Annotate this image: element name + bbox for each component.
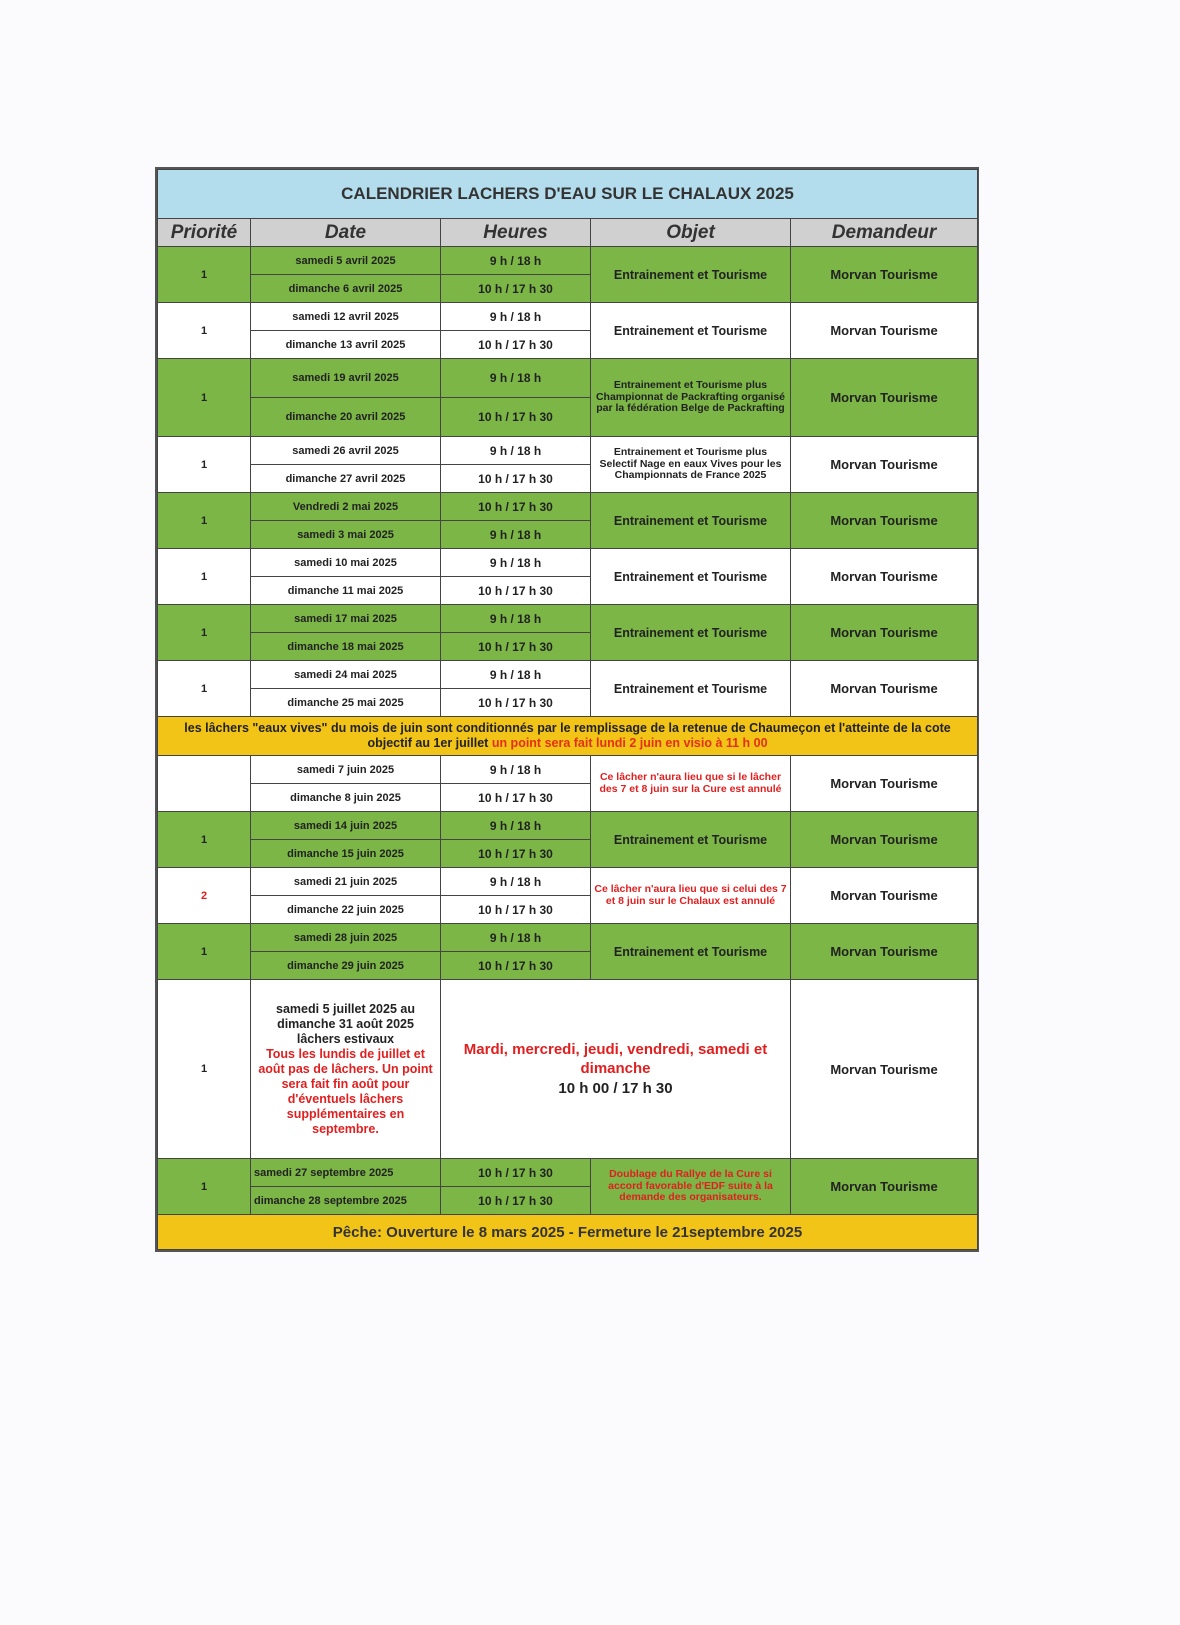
demandeur-cell: Morvan Tourisme xyxy=(791,437,978,493)
title-row xyxy=(158,170,978,219)
demandeur-cell: Morvan Tourisme xyxy=(791,924,978,980)
summer-date-line: lâchers estivaux xyxy=(296,1031,395,1046)
hours-cell: 10 h / 17 h 30 xyxy=(441,493,591,521)
objet-cell: Entrainement et Tourisme xyxy=(591,303,791,359)
demandeur-cell: Morvan Tourisme xyxy=(791,303,978,359)
june-note-red: un point sera fait lundi 2 juin en visio à 11 h 00 xyxy=(491,736,768,750)
summer-date-cell xyxy=(251,980,441,1159)
hours-cell: 10 h / 17 h 30 xyxy=(441,398,591,437)
hours-cell: 9 h / 18 h xyxy=(441,605,591,633)
objet-cell: Entrainement et Tourisme plus Selectif Nage en eaux Vives pour les Championnats de France 2025 xyxy=(591,437,791,493)
summer-date-line: samedi 5 juillet 2025 au xyxy=(276,1001,415,1016)
table-row xyxy=(158,924,978,952)
table-row xyxy=(158,868,978,896)
priority-cell: 1 xyxy=(158,437,251,493)
hours-cell: 9 h / 18 h xyxy=(441,812,591,840)
priority-cell: 1 xyxy=(158,1159,251,1215)
objet-cell: Entrainement et Tourisme xyxy=(591,924,791,980)
objet-cell: Entrainement et Tourisme xyxy=(591,493,791,549)
hours-cell: 9 h / 18 h xyxy=(441,303,591,331)
date-cell: dimanche 11 mai 2025 xyxy=(251,577,441,605)
date-cell: samedi 19 avril 2025 xyxy=(251,359,441,398)
summer-row xyxy=(158,980,978,1159)
summer-date-line: dimanche 31 août 2025 xyxy=(277,1016,414,1031)
demandeur-cell: Morvan Tourisme xyxy=(791,493,978,549)
date-cell: dimanche 29 juin 2025 xyxy=(251,952,441,980)
header-priorite: Priorité xyxy=(158,219,251,247)
priority-cell: 1 xyxy=(158,661,251,717)
date-cell: dimanche 15 juin 2025 xyxy=(251,840,441,868)
table-row xyxy=(158,359,978,398)
objet-cell: Entrainement et Tourisme xyxy=(591,247,791,303)
header-date: Date xyxy=(251,219,441,247)
hours-cell: 9 h / 18 h xyxy=(441,868,591,896)
priority-cell: 1 xyxy=(158,359,251,437)
june-note xyxy=(158,717,978,756)
demandeur-cell: Morvan Tourisme xyxy=(791,359,978,437)
calendar-sheet xyxy=(155,167,979,1252)
date-cell: dimanche 27 avril 2025 xyxy=(251,465,441,493)
priority-cell: 1 xyxy=(158,549,251,605)
priority-cell: 1 xyxy=(158,924,251,980)
priority-cell: 1 xyxy=(158,247,251,303)
hours-cell: 9 h / 18 h xyxy=(441,521,591,549)
date-cell: samedi 7 juin 2025 xyxy=(251,756,441,784)
hours-cell: 9 h / 18 h xyxy=(441,437,591,465)
hours-cell: 9 h / 18 h xyxy=(441,756,591,784)
objet-cell: Ce lâcher n'aura lieu que si celui des 7 et 8 juin sur le Chalaux est annulé xyxy=(591,868,791,924)
table-row xyxy=(158,303,978,331)
date-cell: samedi 17 mai 2025 xyxy=(251,605,441,633)
date-cell: dimanche 25 mai 2025 xyxy=(251,689,441,717)
date-cell: dimanche 6 avril 2025 xyxy=(251,275,441,303)
objet-cell: Entrainement et Tourisme xyxy=(591,605,791,661)
date-cell: samedi 26 avril 2025 xyxy=(251,437,441,465)
header-heures: Heures xyxy=(441,219,591,247)
demandeur-cell: Morvan Tourisme xyxy=(791,549,978,605)
hours-cell: 10 h / 17 h 30 xyxy=(441,896,591,924)
fishing-season-footer: Pêche: Ouverture le 8 mars 2025 - Fermeture le 21septembre 2025 xyxy=(158,1215,978,1250)
hours-cell: 10 h / 17 h 30 xyxy=(441,689,591,717)
hours-cell: 10 h / 17 h 30 xyxy=(441,1159,591,1187)
date-cell: samedi 10 mai 2025 xyxy=(251,549,441,577)
hours-cell: 9 h / 18 h xyxy=(441,924,591,952)
hours-cell: 10 h / 17 h 30 xyxy=(441,577,591,605)
demandeur-cell: Morvan Tourisme xyxy=(791,868,978,924)
demandeur-cell: Morvan Tourisme xyxy=(791,661,978,717)
footer-row xyxy=(158,1215,978,1250)
date-cell: dimanche 20 avril 2025 xyxy=(251,398,441,437)
objet-cell: Entrainement et Tourisme xyxy=(591,549,791,605)
objet-cell: Ce lâcher n'aura lieu que si le lâcher des 7 et 8 juin sur la Cure est annulé xyxy=(591,756,791,812)
header-demandeur: Demandeur xyxy=(791,219,978,247)
priority-cell: 2 xyxy=(158,868,251,924)
table-row xyxy=(158,247,978,275)
date-cell: Vendredi 2 mai 2025 xyxy=(251,493,441,521)
demandeur-cell: Morvan Tourisme xyxy=(791,1159,978,1215)
date-cell: dimanche 28 septembre 2025 xyxy=(251,1187,441,1215)
date-cell: samedi 24 mai 2025 xyxy=(251,661,441,689)
table-row xyxy=(158,605,978,633)
demandeur-cell: Morvan Tourisme xyxy=(791,756,978,812)
demandeur-cell: Morvan Tourisme xyxy=(791,247,978,303)
hours-cell: 9 h / 18 h xyxy=(441,661,591,689)
summer-hours: 10 h 00 / 17 h 30 xyxy=(558,1079,673,1097)
date-cell: samedi 14 juin 2025 xyxy=(251,812,441,840)
objet-cell: Entrainement et Tourisme xyxy=(591,661,791,717)
table-row xyxy=(158,437,978,465)
priority-cell: 1 xyxy=(158,980,251,1159)
objet-cell: Entrainement et Tourisme plus Championnat de Packrafting organisé par la fédération Belge de Packrafting xyxy=(591,359,791,437)
date-cell: dimanche 22 juin 2025 xyxy=(251,896,441,924)
hours-cell: 9 h / 18 h xyxy=(441,359,591,398)
table-row xyxy=(158,493,978,521)
objet-cell: Entrainement et Tourisme xyxy=(591,812,791,868)
priority-cell: 1 xyxy=(158,493,251,549)
header-objet: Objet xyxy=(591,219,791,247)
demandeur-cell: Morvan Tourisme xyxy=(791,605,978,661)
priority-cell: 1 xyxy=(158,812,251,868)
summer-schedule-cell xyxy=(441,980,791,1159)
hours-cell: 10 h / 17 h 30 xyxy=(441,465,591,493)
date-cell: dimanche 13 avril 2025 xyxy=(251,331,441,359)
hours-cell: 9 h / 18 h xyxy=(441,247,591,275)
table-row xyxy=(158,1159,978,1187)
hours-cell: 10 h / 17 h 30 xyxy=(441,633,591,661)
summer-date-note: Tous les lundis de juillet et août pas de lâchers. Un point sera fait fin août pour d'éventuels lâchers supplémentaires en septembre. xyxy=(258,1046,433,1136)
date-cell: dimanche 18 mai 2025 xyxy=(251,633,441,661)
demandeur-cell: Morvan Tourisme xyxy=(791,812,978,868)
date-cell: samedi 12 avril 2025 xyxy=(251,303,441,331)
demandeur-cell: Morvan Tourisme xyxy=(791,980,978,1159)
hours-cell: 10 h / 17 h 30 xyxy=(441,784,591,812)
priority-cell xyxy=(158,756,251,812)
table-row xyxy=(158,756,978,784)
hours-cell: 10 h / 17 h 30 xyxy=(441,840,591,868)
summer-days: Mardi, mercredi, jeudi, vendredi, samedi et dimanche xyxy=(463,1040,768,1078)
objet-cell: Doublage du Rallye de la Cure si accord favorable d'EDF suite à la demande des organisateurs. xyxy=(591,1159,791,1215)
date-cell: dimanche 8 juin 2025 xyxy=(251,784,441,812)
hours-cell: 9 h / 18 h xyxy=(441,549,591,577)
table-row xyxy=(158,812,978,840)
hours-cell: 10 h / 17 h 30 xyxy=(441,1187,591,1215)
priority-cell: 1 xyxy=(158,303,251,359)
table-row xyxy=(158,661,978,689)
date-cell: samedi 21 juin 2025 xyxy=(251,868,441,896)
date-cell: samedi 28 juin 2025 xyxy=(251,924,441,952)
header-row xyxy=(158,219,978,247)
date-cell: samedi 5 avril 2025 xyxy=(251,247,441,275)
date-cell: samedi 27 septembre 2025 xyxy=(251,1159,441,1187)
date-cell: samedi 3 mai 2025 xyxy=(251,521,441,549)
calendar-title: CALENDRIER LACHERS D'EAU SUR LE CHALAUX 2025 xyxy=(158,170,978,219)
table-row xyxy=(158,549,978,577)
hours-cell: 10 h / 17 h 30 xyxy=(441,331,591,359)
priority-cell: 1 xyxy=(158,605,251,661)
june-note-row xyxy=(158,717,978,756)
hours-cell: 10 h / 17 h 30 xyxy=(441,275,591,303)
release-calendar-table xyxy=(157,169,978,1250)
june-note-text: les lâchers "eaux vives" du mois de juin sont conditionnés par le remplissage de la retenue de Chaumeçon et l'atteinte de la cote objectif au 1er juillet xyxy=(184,721,951,750)
hours-cell: 10 h / 17 h 30 xyxy=(441,952,591,980)
